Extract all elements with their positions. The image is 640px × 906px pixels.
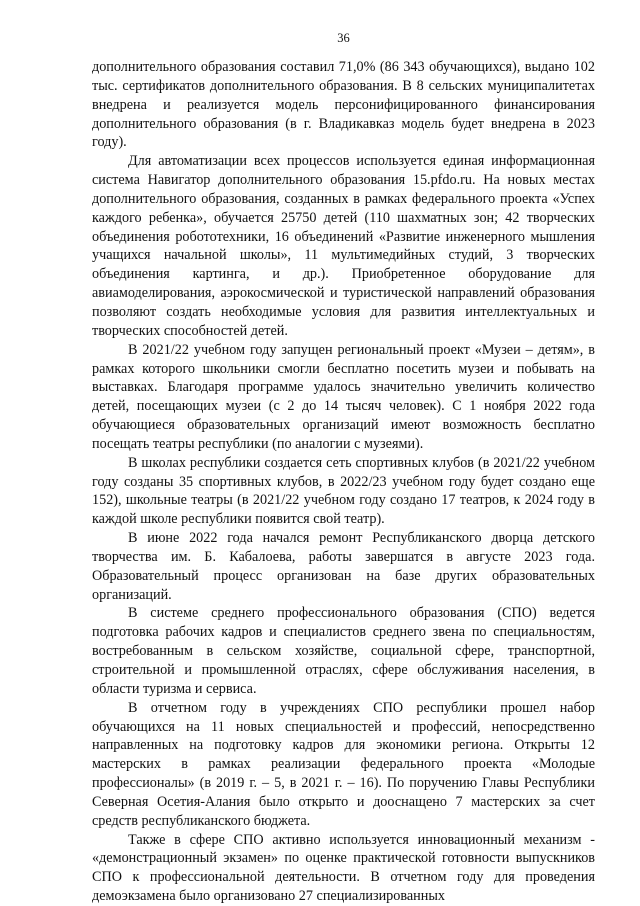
paragraph-sports-clubs: В школах республики создается сеть спортивных клубов (в 2021/22 учебном году созданы 35 спортивных клубов, в 2022/23 учебном году будет создано еще 152), школьные театры (в 2021/22 учебном году создано 17 театров, к 2024 году в каждой школе республики появится свой театр). xyxy=(92,454,595,528)
paragraph-spo-training: В системе среднего профессионального образования (СПО) ведется подготовка рабочих кадров и специалистов среднего звена по специальностям, востребованным в сельском хозяйстве, социальной сфере, транспортной, строительной и промышленной отраслях, сфере обслуживания населения, в области туризма и сервиса. xyxy=(92,605,595,697)
paragraph-museums-project: В 2021/22 учебном году запущен региональный проект «Музеи – детям», в рамках которого школьники смогли бесплатно посетить музеи и побывать на выставках. Благодаря программе удалось значительно увеличить количество детей, посещающих музеи (с 2 до 14 тысяч человек). С 1 ноября 2022 года обучающиеся образовательных организаций имеют возможность бесплатно посещать театры республики (по аналогии с музеями). xyxy=(92,341,595,452)
page-number: 36 xyxy=(337,31,350,45)
document-body xyxy=(92,58,595,906)
paragraph-continuation: дополнительного образования составил 71,0% (86 343 обучающихся), выдано 102 тыс. сертификатов дополнительного образования. В 8 сельских муниципалитетах внедрена и реализуется модель персонифицированного финансирования дополнительного образования (в г. Владикавказ модель будет внедрена в 2023 году). xyxy=(92,59,595,151)
paragraph-spo-enrollment: В отчетном году в учреждениях СПО республики прошел набор обучающихся на 11 новых специальностей и профессий, непосредственно направленных на подготовку кадров для экономики региона. Открыты 12 мастерских в рамках реализации федерального проекта «Молодые профессионалы» (в 2019 г. – 5, в 2021 г. – 16). По поручению Главы Республики Северная Осетия-Алания было открыто и дооснащено 7 мастерских за счет средств республиканского бюджета. xyxy=(92,699,595,829)
paragraph-demo-exam: Также в сфере СПО активно используется инновационный механизм - «демонстрационный экзамен» по оценке практической готовности выпускников СПО к профессиональной деятельности. В отчетном году для проведения демоэкзамена было организовано 27 специализированных xyxy=(92,831,595,905)
paragraph-navigator-system: Для автоматизации всех процессов используется единая информационная система Навигатор дополнительного образования 15.pfdo.ru. На новых местах дополнительного образования, созданных в рамках федерального проекта «Успех каждого ребенка», обучается 25750 детей (110 шахматных зон; 42 творческих объединения робототехники, 16 объединений «Развитие инженерного мышления учащихся начальной школы», 11 мультимедийных студий, 3 творческих объединения картинга, и др.). Приобретенное оборудование для авиамоделирования, аэрокосмической и туристической направлений образования позволяют создать необходимые условия для развития интеллектуальных и творческих способностей детей. xyxy=(92,153,595,339)
paragraph-palace-renovation: В июне 2022 года начался ремонт Республиканского дворца детского творчества им. Б. Кабалоева, работы завершатся в августе 2023 года. Образовательный процесс организован на базе других образовательных организаций. xyxy=(92,530,595,603)
